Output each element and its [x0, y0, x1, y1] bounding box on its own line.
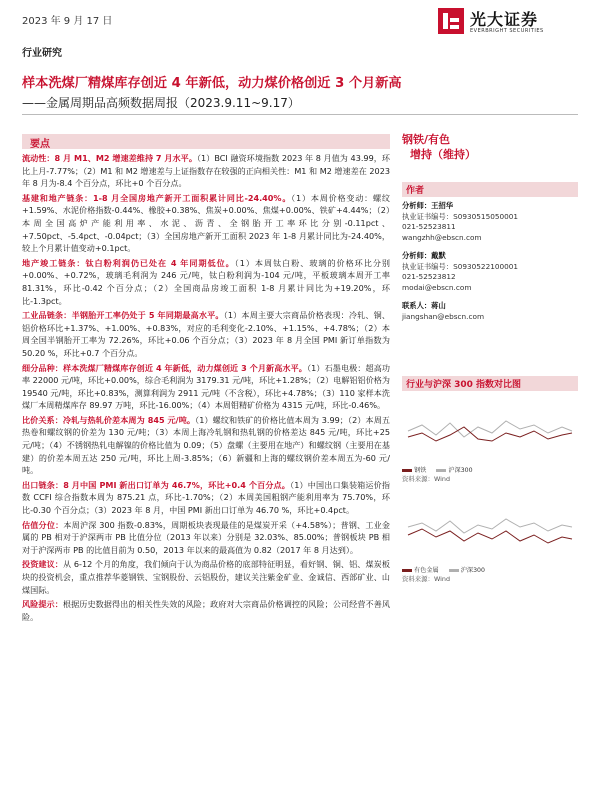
chart-steel-legend: 钢铁 沪深300	[402, 465, 578, 474]
logo-subtext: EVERBRIGHT SECURITIES	[470, 28, 544, 34]
key-points-label: 要点	[30, 139, 50, 150]
chart-nonferrous	[402, 497, 578, 561]
section-label: 行业研究	[22, 48, 62, 59]
rating: 增持（维持）	[410, 148, 476, 161]
chart-steel-source: 资料来源：Wind	[402, 475, 451, 483]
chart-nonferrous-legend: 有色金属 沪深300	[402, 565, 578, 574]
sidebar	[402, 132, 578, 322]
contact-block: 联系人：蒋山 jiangshan@ebscn.com	[402, 301, 485, 321]
paragraph-varieties: 细分品种：样本洗煤厂精煤库存创近 4 年新低，动力煤创近 3 个月新高水平。（1）石墨电极：超高功率 22000 元/吨，环比+0.00%，综合毛利润为 3179.31 元/吨，环比+1.28%；（2）电解铝铝价格为 19540 元/吨，环比+0.83%，测算利润为 2911 元/吨（不含税），环比+4.78%；（3）110 家样本洗煤厂本周精煤库存 89.97 万吨，环比-16.00%；（4）本周钼精矿价格为 4315 元/吨，环比-0.46%。	[22, 362, 390, 411]
author-header: 作者	[402, 182, 578, 197]
paragraph-export: 出口链条：8 月中国 PMI 新出口订单为 46.7%，环比+0.4 个百分点。（1）中国出口集装箱运价指数 CCFI 综合指数本周为 875.21 点，环比-1.70%；（2）本周美国粗钢产能利用率为 75.70%，环比-0.30 个百分点；（3）2023 年 8 月，中国 PMI 新出口订单为 46.70 %，环比+0.4pct。	[22, 479, 390, 516]
author-block-1: 分析师：王招华 执业证书编号：S0930515050001 021-52523811 wangzhh@ebscn.com	[402, 201, 519, 242]
key-points-header	[22, 134, 390, 149]
logo-text: 光大证券	[470, 10, 539, 29]
company-logo	[438, 6, 578, 40]
report-title: 样本洗煤厂精煤库存创近 4 年新低，动力煤价格创近 3 个月新高	[22, 76, 402, 91]
paragraph-valuation: 估值分位：本周沪深 300 指数-0.83%，周期板块表现最佳的是煤炭开采（+4.58%）；普钢、工业金属的 PB 相对于沪深两市 PB 比值分位（2013 年以来）分别是 32.03%、85.00%；普钢板块 PB 相对于沪深两市 PB 的比值目前为 0.50，2013 年以来的最高值为 0.82（2017 年 8 月达到）。	[22, 519, 390, 555]
paragraph-advice: 投资建议：从 6-12 个月的角度，我们倾向于认为商品价格的底部特征明显，看好钢、铜、铝、煤炭板块的投资机会，重点推荐华菱钢铁、宝钢股份、云铝股份，建议关注紫金矿业、金诚信、西部矿业、山煤国际。	[22, 559, 390, 595]
key-points-body	[22, 152, 390, 625]
author-block-2: 分析师：戴默 执业证书编号：S0930522100001 021-52523812 modai@ebscn.com	[402, 251, 519, 292]
report-subtitle: ——金属周期品高频数据周报（2023.9.11~9.17）	[22, 96, 300, 110]
paragraph-infrastructure: 基建和地产链条：1-8 月全国房地产新开工面积累计同比-24.40%。（1）本周价格变动：螺纹+1.59%、水泥价格指数-0.44%、橡胶+0.38%、焦炭+0.00%、焦煤+0.00%、铁矿+4.44%；（2）本周全国高炉产能利用率、水泥、沥青、全钢胎开工率环比分别-0.11pct、+7.50pct、-5.4pct、-0.04pct；（3）全国房地产新开工面积 2023 年 1-8 月累计同比为-24.40%，较上个月累计值变动+0.1pct。	[22, 192, 391, 254]
sector-name: 钢铁/有色	[402, 133, 451, 146]
paragraph-industrial: 工业品链条：半钢胎开工率仍处于 5 年同期最高水平。（1）本周主要大宗商品价格表现：冷轧、铜、铝价格环比+1.37%、+1.00%、+0.83%，对应的毛利变化-2.10%、+1.15%、+4.78%；（2）本周全国半钢胎开工率为 72.26%，环比+0.06 个百分点；（3）2023 年 8 月全国 PMI 新订单指数为 50.20 %，环比+0.7 个百分点。	[22, 310, 390, 358]
chart-nonferrous-source: 资料来源：Wind	[402, 575, 451, 583]
divider	[22, 114, 578, 115]
chart-section	[402, 376, 578, 583]
paragraph-liquidity: 流动性：8 月 M1、M2 增速差维持 7 月水平。（1）BCI 融资环境指数 2023 年 8 月值为 43.99，环比上月-7.77%；（2）M1 和 M2 增速差与上证指数存在较强的正向相关性：M1 和 M2 增速差在 2023 年 8 月为-8.4 个百分点，环比+0 个百分点。	[22, 153, 390, 189]
report-date: 2023 年 9 月 17 日	[22, 16, 113, 27]
paragraph-risk: 风险提示：根据历史数据得出的相关性失效的风险；政府对大宗商品价格调控的风险；公司经营不善风险。	[22, 599, 390, 622]
chart-title: 行业与沪深 300 指数对比图	[402, 376, 578, 391]
paragraph-completion: 地产竣工链条：钛白粉利润仍已处在 4 年同期低位。（1）本周钛白粉、玻璃的价格环比分别+0.00%、+0.72%，玻璃毛利润为 246 元/吨，钛白粉利润为-104 元/吨，平板玻璃本周开工率 81.31%，环比-0.42 个百分点；（2）全国商品房竣工面积 1-8 月累计同比为+19.20%，环比-1.3pct。	[22, 257, 390, 306]
chart-steel	[402, 397, 578, 461]
paragraph-ratio: 比价关系：冷轧与热轧价差本周为 845 元/吨。（1）螺纹和铁矿的价格比值本周为 3.99；（2）本周五热卷和螺纹钢的价差为 130 元/吨；（3）本周上海冷轧钢和热轧钢的价格差达 845 元/吨，环比+25 元/吨；（4）不锈钢热轧电解镍的价格比值为 0.09；（5）盘螺（主要用在地产）和螺纹钢（主要用在基建）的价差本周五达 250 元/吨，环比上周-3.85%；（6）新疆和上海的螺纹钢价差本周五为-60 元/吨。	[22, 414, 390, 476]
logo-mark-icon	[438, 8, 464, 34]
